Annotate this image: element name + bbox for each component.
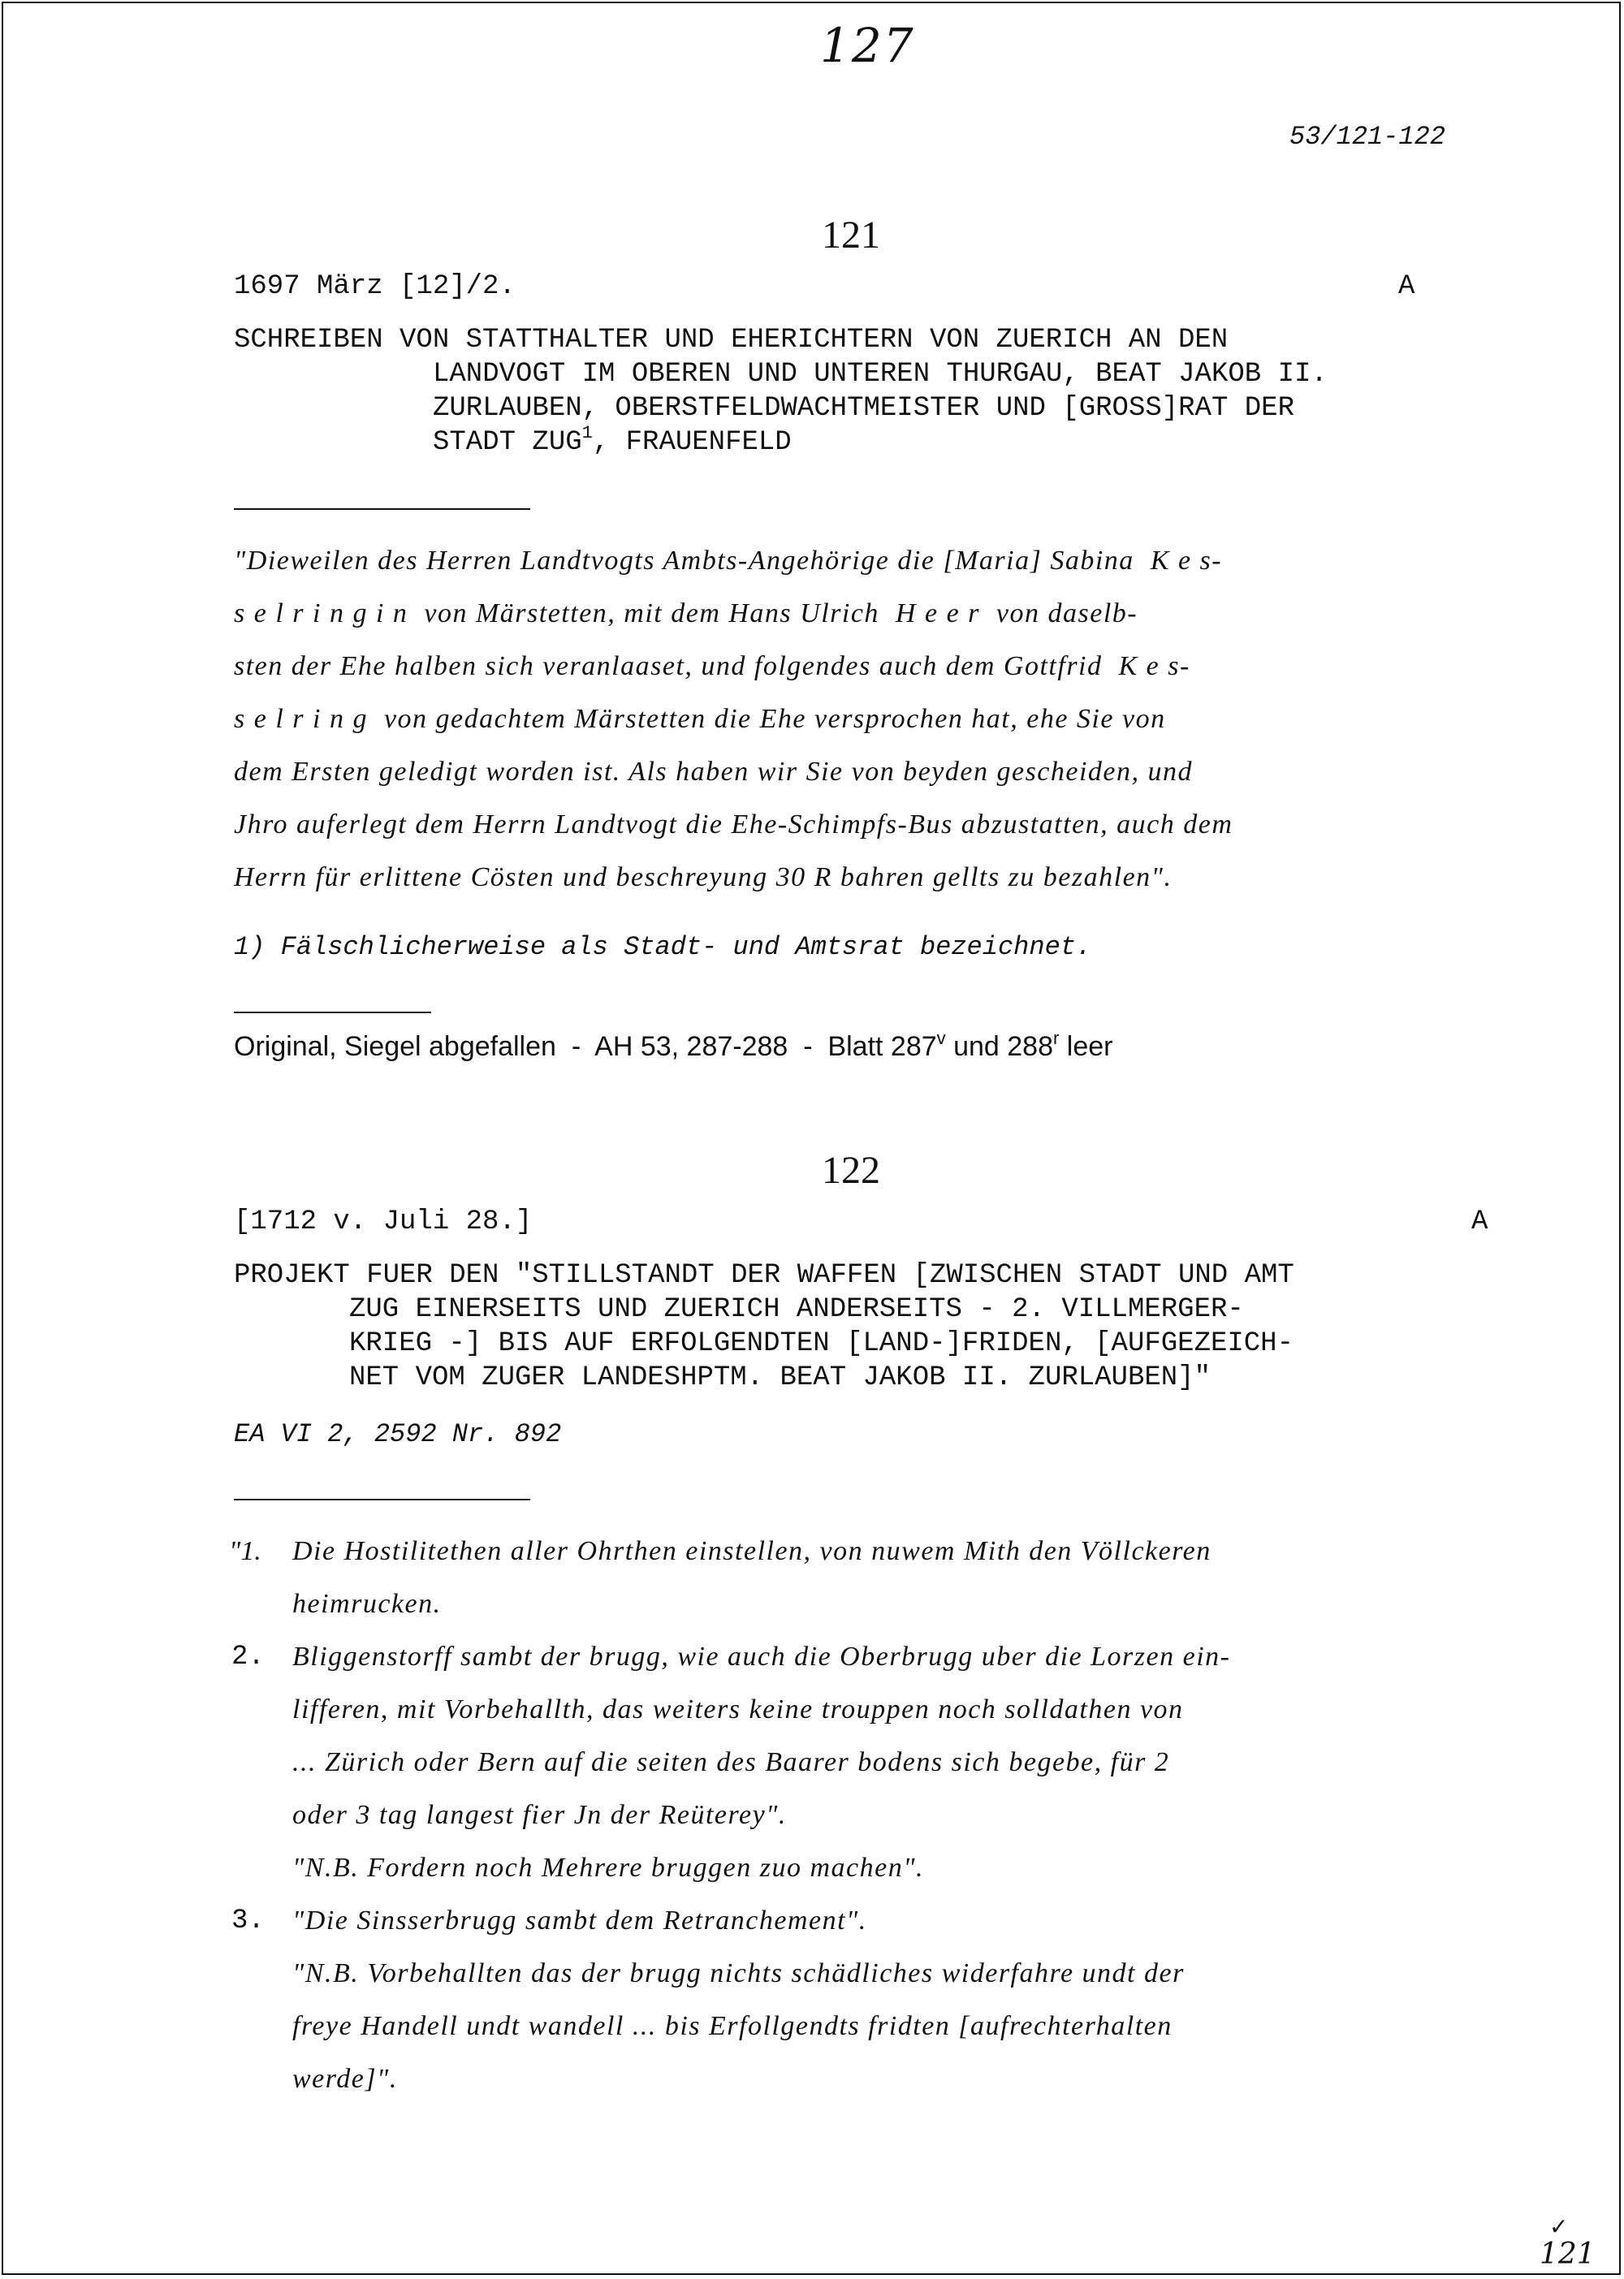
doc121-heading-line4: STADT ZUG$^1$, FRAUENFELD (433, 423, 792, 458)
doc122-heading-line1: PROJEKT FUER DEN "STILLSTANDT DER WAFFEN [ZWISCHEN STADT UND AMT (234, 1260, 1294, 1291)
separator-rule (234, 1499, 530, 1500)
doc121-heading-line1: SCHREIBEN VON STATTHALTER UND EHERICHTERN VON ZUERICH AN DEN (234, 325, 1229, 356)
doc121-quote-line3: sten der Ehe halben sich veranlaaset, und folgendes auch dem Gottfrid K e s- (234, 651, 1190, 681)
doc122-heading-line3: KRIEG -] BIS AUF ERFOLGENDTEN [LAND-]FRIDEN, [AUFGEZEICH- (349, 1328, 1294, 1359)
doc122-number: 122 (822, 1149, 880, 1192)
doc121-heading-line3: ZURLAUBEN, OBERSTFELDWACHTMEISTER UND [GROSS]RAT DER (433, 393, 1294, 424)
doc122-edition: EA VI 2, 2592 Nr. 892 (234, 1419, 562, 1449)
doc121-quote-line6: Jhro auferlegt dem Herrn Landtvogt die Ehe-Schimpfs-Bus abzustatten, auch dem (234, 809, 1233, 840)
reference-number: 53/121-122 (1289, 122, 1446, 152)
doc121-quote-line5: dem Ersten geledigt worden ist. Als haben wir Sie von beyden gescheiden, und (234, 757, 1194, 787)
item2-nota-bene: "N.B. Fordern noch Mehrere bruggen zuo machen". (292, 1853, 924, 1883)
doc122-date: [1712 v. Juli 28.] (234, 1206, 533, 1237)
doc121-quote-line7: Herrn für erlittene Cösten und beschreyung 30 R bahren gellts zu bezahlen". (234, 862, 1173, 892)
doc121-type: A (1398, 271, 1415, 302)
item1-line1: Die Hostilitethen aller Ohrthen einstellen, von nuwem Mith den Völlckeren (292, 1536, 1212, 1566)
item3-line1: "Die Sinsserbrugg sambt dem Retranchement". (292, 1906, 867, 1936)
item2-line1: Bliggenstorff sambt der brugg, wie auch die Oberbrugg uber die Lorzen ein- (292, 1642, 1231, 1672)
footnote-marker: 1 (581, 423, 593, 443)
item3-nota-bene-line1: "N.B. Vorbehallten das der brugg nichts schädliches widerfahre undt der (292, 1958, 1185, 1988)
doc121-source: Original, Siegel abgefallen - AH 53, 287-288 - Blatt 287$^v$ und 288$^r$ leer (234, 1028, 1113, 1062)
checkmark-icon: ✓ (1549, 2213, 1569, 2240)
item3-number: 3. (231, 1906, 265, 1936)
item2-line2: lifferen, mit Vorbehallth, das weiters keine trouppen noch solldathen von (292, 1694, 1184, 1724)
doc122-heading-line2: ZUG EINERSEITS UND ZUERICH ANDERSEITS - 2. VILLMERGER- (349, 1294, 1244, 1325)
handwritten-corner-note: 121 (1540, 2238, 1596, 2271)
item1-line2: heimrucken. (292, 1589, 442, 1619)
separator-rule (234, 508, 530, 510)
doc121-quote-line1: "Dieweilen des Herren Landtvogts Ambts-Angehörige die [Maria] Sabina K e s- (234, 546, 1223, 576)
item1-number: "1. (229, 1536, 261, 1566)
item2-line4: oder 3 tag langest fier Jn der Reüterey". (292, 1800, 787, 1830)
doc121-number: 121 (822, 214, 880, 257)
doc122-heading-line4: NET VOM ZUGER LANDESHPTM. BEAT JAKOB II. ZURLAUBEN]" (349, 1362, 1211, 1393)
doc121-footnote: 1) Fälschlicherweise als Stadt- und Amtsrat bezeichnet. (234, 932, 1092, 962)
doc121-date: 1697 März [12]/2. (234, 271, 516, 302)
doc121-quote-line4: s e l r i n g von gedachtem Märstetten die Ehe versprochen hat, ehe Sie von (234, 704, 1166, 734)
doc121-heading-line2: LANDVOGT IM OBEREN UND UNTEREN THURGAU, BEAT JAKOB II. (433, 359, 1328, 390)
item2-line3: ... Zürich oder Bern auf die seiten des Baarer bodens sich begebe, für 2 (292, 1747, 1170, 1777)
item2-number: 2. (231, 1642, 265, 1673)
item3-nota-bene-line2: freye Handell undt wandell ... bis Erfollgendts fridten [aufrechterhalten (292, 2011, 1173, 2041)
separator-rule (234, 1012, 431, 1013)
doc122-type: A (1471, 1206, 1488, 1237)
handwritten-page-number: 127 (820, 18, 915, 73)
doc121-quote-line2: s e l r i n g i n von Märstetten, mit dem Hans Ulrich H e e r von daselb- (234, 598, 1138, 628)
item3-nota-bene-line3: werde]". (292, 2064, 398, 2094)
